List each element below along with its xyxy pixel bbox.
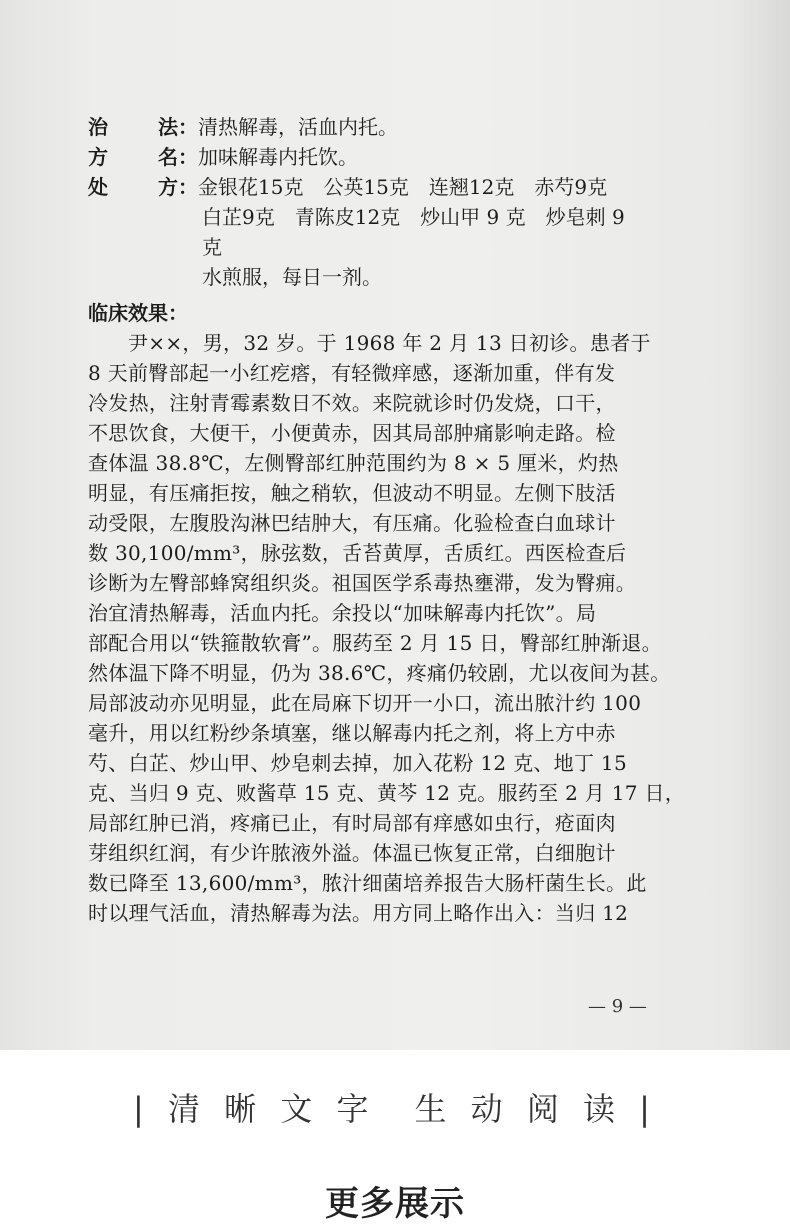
formula-name: 加味解毒内托饮。 [198, 145, 358, 169]
case-line: 毫升，用以红粉纱条填塞，继以解毒内托之剂，将上方中赤 [88, 721, 616, 745]
promo-caption: | 清 晰 文 字 生 动 阅 读 | [133, 1090, 657, 1128]
case-line: 数已降至 13,600/mm³，脓汁细菌培养报告大肠杆菌生长。此 [88, 871, 647, 895]
case-line: 克、当归 9 克、败酱草 15 克、黄芩 12 克。服药至 2 月 17 日， [88, 781, 686, 805]
case-line: 治宜清热解毒，活血内托。余投以“加味解毒内托饮”。局 [88, 601, 597, 625]
recipe-continuation [88, 202, 688, 292]
recipe-row: 处 方： 金银花15克 公英15克 连翘12克 赤芍9克 [88, 172, 688, 202]
case-line: 然体温下降不明显，仍为 38.6℃，疼痛仍较剧，尤以夜间为甚。 [88, 661, 671, 685]
case-line: 冷发热，注射青霉素数日不效。来院就诊时仍发烧，口干， [88, 391, 616, 415]
recipe-line: 白芷9克 青陈皮12克 炒山甲 9 克 炒皂刺 9 [202, 205, 625, 229]
case-line: 局部红肿已消，疼痛已止，有时局部有痒感如虫行，疮面肉 [88, 811, 616, 835]
case-line: 时以理气活血，清热解毒为法。用方同上略作出入：当归 12 [88, 901, 629, 925]
page-number: — 9 — [588, 996, 647, 1017]
case-line: 尹××，男，32 岁。于 1968 年 2 月 13 日初诊。患者于 [128, 331, 651, 355]
case-line: 诊断为左臀部蜂窝组织炎。祖国医学系毒热壅滞，发为臀痈。 [88, 571, 637, 595]
clinical-effect-title: 临床效果： [88, 301, 188, 325]
formula-name-row: 方 名： 加味解毒内托饮。 [88, 142, 688, 172]
recipe-line: 水煎服，每日一剂。 [202, 265, 382, 289]
case-line: 芍、白芷、炒山甲、炒皂刺去掉，加入花粉 12 克、地丁 15 [88, 751, 627, 775]
case-line: 不思饮食，大便干，小便黄赤，因其局部肿痛影响走路。检 [88, 421, 616, 445]
case-line: 动受限，左腹股沟淋巴结肿大，有压痛。化验检查白血球计 [88, 511, 616, 535]
case-line: 8 天前臀部起一小红疙瘩，有轻微痒感，逐渐加重，伴有发 [88, 361, 616, 385]
treatment-method: 清热解毒，活血内托。 [198, 115, 398, 139]
case-line: 明显，有压痛拒按，触之稍软，但波动不明显。左侧下肢活 [88, 481, 616, 505]
case-paragraph [88, 328, 688, 928]
case-line: 数 30,100/mm³，脉弦数，舌苔黄厚，舌质红。西医检查后 [88, 541, 627, 565]
recipe-line: 金银花15克 公英15克 连翘12克 赤芍9克 [198, 175, 608, 199]
case-line: 查体温 38.8℃，左侧臀部红肿范围约为 8 × 5 厘米，灼热 [88, 451, 619, 475]
case-line: 芽组织红润，有少许脓液外溢。体温已恢复正常，白细胞计 [88, 841, 616, 865]
more-display-heading: 更多展示 [325, 1184, 465, 1224]
page-text [88, 112, 688, 928]
recipe-line: 克 [202, 235, 222, 259]
case-line: 局部波动亦见明显，此在局麻下切开一小口，流出脓汁约 100 [88, 691, 642, 715]
case-line: 部配合用以“铁箍散软膏”。服药至 2 月 15 日，臀部红肿渐退。 [88, 631, 662, 655]
treatment-method-row: 治 法： 清热解毒，活血内托。 [88, 112, 688, 142]
